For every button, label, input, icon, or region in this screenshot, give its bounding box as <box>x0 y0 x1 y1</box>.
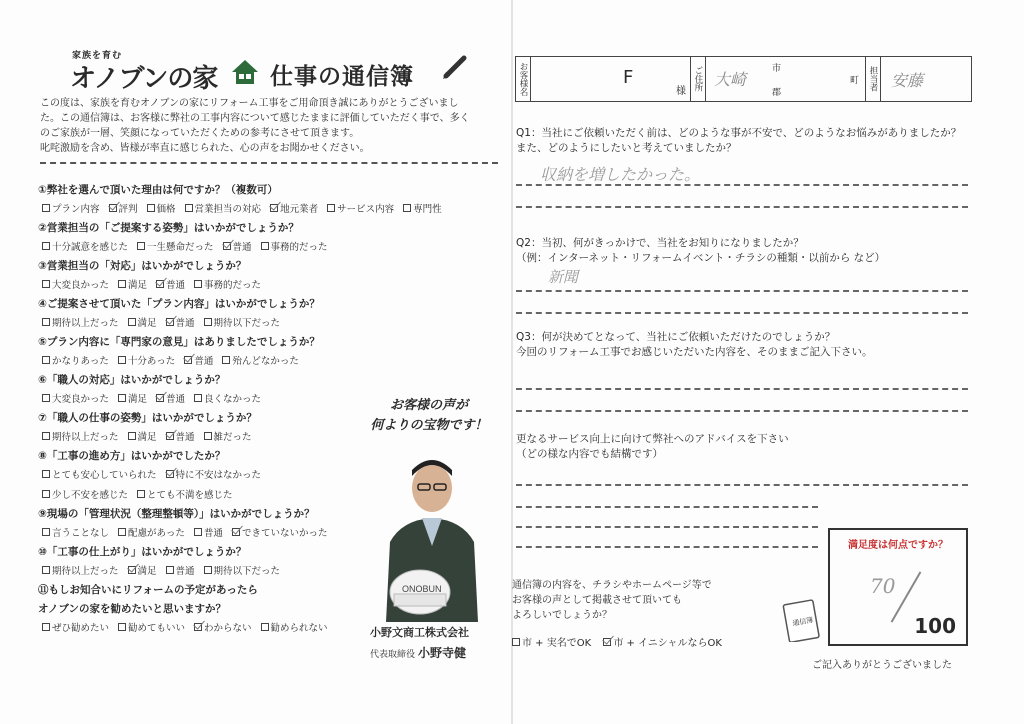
q2-text: Q2：当初、何がきっかけで、当社をお知りになりましたか？ （例：インターネット・リフォームイベント・チラシの種類・以前から など） <box>516 237 886 264</box>
intro-divider <box>40 162 498 177</box>
option-label: 期待以上だった <box>52 432 119 443</box>
checkbox-option[interactable] <box>109 201 138 215</box>
checkbox-option[interactable] <box>42 525 109 539</box>
question-title: ⑧「工事の進め方」はいかがでしたか？ <box>38 450 226 462</box>
option-label: 普通 <box>194 356 214 367</box>
option-row <box>42 201 451 215</box>
checkbox[interactable] <box>137 242 145 250</box>
q1-answer: 収納を増したかった。 <box>540 165 701 184</box>
checkbox-option[interactable] <box>156 391 185 405</box>
option-label: とても不満を感じた <box>147 490 233 501</box>
question-title: ⑥「職人の対応」はいかがでしょうか？ <box>38 374 226 386</box>
advice-text: 更なるサービス向上に向けて弊社へのアドバイスを下さい （どの様な内容でも結構です） <box>516 433 789 460</box>
checkbox-option[interactable] <box>42 620 109 634</box>
checkbox[interactable] <box>156 394 164 402</box>
checkbox-option[interactable] <box>118 353 175 367</box>
option-row <box>42 487 242 501</box>
option-label: 地元業者 <box>280 204 319 215</box>
intro-text: この度は、家族を育むオノブンの家にリフォーム工事をご用命頂き誠にありがとうございまし た。この通信簿は、お客様に弊社の工事内容について感じたままに評価していただく事で、多く のご家族が一層、笑顔になっていただくための参考にさせて頂きます。 叱咤激励を含め、皆様が率直に感じられた、心の声をお聞かせください。 <box>40 96 510 177</box>
checkbox[interactable] <box>128 318 136 326</box>
question-title: ⑦「職人の仕事の姿勢」はいかがでしょうか？ <box>38 412 257 424</box>
checkbox-option[interactable] <box>261 620 328 634</box>
option-label: 十分あった <box>127 356 176 367</box>
answer-line <box>516 526 818 528</box>
question-title: ⑩「工事の仕上がり」はいかがでしょうか？ <box>38 546 247 558</box>
checkbox[interactable] <box>109 204 117 212</box>
option-row <box>42 620 337 634</box>
customer-name-field[interactable]: F 様 <box>531 57 691 101</box>
checkbox-option[interactable] <box>222 353 299 367</box>
question-title: ③営業担当の「対応」はいかがでしょうか？ <box>38 260 247 272</box>
checkbox-option[interactable] <box>166 467 262 481</box>
checkbox[interactable] <box>204 566 212 574</box>
option-label: 専門性 <box>413 204 442 215</box>
checkbox[interactable] <box>232 528 240 536</box>
pencil-icon <box>440 52 470 82</box>
checkbox[interactable] <box>194 394 202 402</box>
option-label: 普通 <box>175 432 195 443</box>
publish-option-initials[interactable]: 市 + イニシャルならOK <box>603 634 722 649</box>
checkbox-option[interactable] <box>128 429 157 443</box>
checkbox[interactable] <box>118 623 126 631</box>
option-label: 期待以上だった <box>52 318 119 329</box>
checkbox-option[interactable] <box>185 201 262 215</box>
checkbox-option[interactable] <box>42 391 109 405</box>
option-label: 期待以下だった <box>213 318 281 329</box>
checkbox[interactable] <box>166 432 174 440</box>
checkbox-option[interactable] <box>223 239 252 253</box>
option-row <box>42 563 289 577</box>
answer-line <box>516 546 818 548</box>
option-label: 普通 <box>175 566 195 577</box>
answer-line <box>516 410 968 412</box>
president-photo <box>372 446 492 622</box>
answer-line <box>516 388 968 390</box>
option-label: 普通 <box>232 242 252 253</box>
option-label: ぜひ勧めたい <box>52 623 110 634</box>
checkbox-option[interactable] <box>118 391 147 405</box>
checkbox-option[interactable] <box>42 353 109 367</box>
logo-brand: オノブンの家 <box>70 64 218 94</box>
customer-label: お客様名 <box>516 57 531 101</box>
option-label: 満足 <box>137 566 157 577</box>
checkbox-option[interactable] <box>42 201 100 215</box>
option-label: 普通 <box>166 280 186 291</box>
option-label: 満足 <box>137 318 157 329</box>
logo-tagline: 家族を育む <box>72 51 123 61</box>
checkbox-option[interactable] <box>204 563 281 577</box>
checkbox[interactable] <box>128 566 136 574</box>
option-row <box>42 525 336 539</box>
option-label: 価格 <box>156 204 176 215</box>
checkbox-option[interactable] <box>166 315 195 329</box>
checkbox-option[interactable] <box>42 563 119 577</box>
satisfaction-score-box[interactable] <box>828 528 968 646</box>
checkbox[interactable] <box>166 318 174 326</box>
answer-line <box>516 184 968 186</box>
option-label: できていないかった <box>241 528 328 539</box>
option-label: 大変良かった <box>52 394 110 405</box>
question-title: ⑨現場の「管理状況（整理整頓等）」はいかがでしょうか？ <box>38 508 315 520</box>
score-handwritten: 70 <box>870 574 896 598</box>
checkbox-option[interactable] <box>232 525 328 539</box>
checkbox-option[interactable] <box>128 563 157 577</box>
option-row <box>42 467 270 481</box>
option-label: 事務的だった <box>270 242 328 253</box>
checkbox-option[interactable] <box>327 201 394 215</box>
checkbox[interactable] <box>194 623 202 631</box>
checkbox[interactable] <box>137 490 145 498</box>
option-row <box>42 391 270 405</box>
option-label: 勧められない <box>270 623 328 634</box>
option-label: 勧めてもいい <box>128 623 186 634</box>
option-label: 満足 <box>128 394 148 405</box>
checkbox[interactable] <box>42 356 50 364</box>
checkbox[interactable] <box>194 280 202 288</box>
option-label: とても安心していられた <box>52 470 157 481</box>
checkbox[interactable] <box>118 280 126 288</box>
checkbox-option[interactable] <box>118 277 147 291</box>
address-label: ご住所 <box>691 57 706 101</box>
checkbox-option[interactable] <box>261 239 328 253</box>
q3-text: Q3：何が決めてとなって、当社にご依頼いただけたのでしょうか？ 今回のリフォーム工事でお感じいただいた内容を、そのままご記入下さい。 <box>516 331 873 358</box>
checkbox[interactable] <box>42 242 50 250</box>
checkbox[interactable] <box>42 490 50 498</box>
q2-answer: 新聞 <box>548 268 579 286</box>
checkbox[interactable] <box>184 356 192 364</box>
checkbox[interactable] <box>156 280 164 288</box>
option-row <box>42 277 270 291</box>
checkbox-option[interactable] <box>128 315 157 329</box>
speech-bubble: お客様の声が 何よりの宝物です！ <box>370 398 488 433</box>
option-label: 期待以下だった <box>213 566 281 577</box>
answer-line <box>516 484 968 486</box>
checkbox[interactable] <box>128 432 136 440</box>
checkbox-option[interactable] <box>118 525 185 539</box>
score-question: 満足度は何点ですか？ <box>848 540 948 551</box>
option-label: 配慮があった <box>128 528 185 539</box>
logo-title: 仕事の通信簿 <box>270 64 414 90</box>
checkbox-option[interactable] <box>194 620 252 634</box>
option-label: 殆んどなかった <box>232 356 299 367</box>
publish-option-real-name[interactable]: 市 + 実名でOK <box>512 634 591 649</box>
option-label: わからない <box>204 623 252 634</box>
checkbox-option[interactable] <box>42 487 128 501</box>
publish-options <box>512 634 731 649</box>
checkbox[interactable] <box>42 623 50 631</box>
option-label: サービス内容 <box>337 204 395 215</box>
checkbox[interactable] <box>166 470 174 478</box>
option-label: 営業担当の対応 <box>194 204 262 215</box>
question-title: ①弊社を選んで頂いた理由は何ですか？（複数可） <box>38 184 278 196</box>
checkbox[interactable] <box>42 204 50 212</box>
option-label: 満足 <box>137 432 157 443</box>
address-field[interactable]: 大崎 市 郡 町 <box>706 57 866 101</box>
svg-text:通信簿: 通信簿 <box>791 616 814 628</box>
checkbox[interactable] <box>118 356 126 364</box>
checkbox[interactable] <box>194 528 202 536</box>
answer-line <box>516 290 968 292</box>
checkbox[interactable] <box>222 356 230 364</box>
option-label: 期待以上だった <box>52 566 119 577</box>
option-label: かなりあった <box>52 356 109 367</box>
house-icon <box>230 58 260 86</box>
answer-line <box>516 206 968 208</box>
option-label: プラン内容 <box>52 204 100 215</box>
option-row <box>42 429 261 443</box>
checkbox-option[interactable] <box>166 563 195 577</box>
representative: 代表取締役 小野寺健 <box>370 646 467 660</box>
checkbox-option[interactable] <box>42 239 128 253</box>
score-max: 100 <box>914 614 956 638</box>
company-name: 小野文商工株式会社 <box>370 626 469 639</box>
option-label: 一生懸命だった <box>147 242 214 253</box>
checkbox-option[interactable] <box>184 353 213 367</box>
answer-line <box>516 506 818 508</box>
question-title: ⑤プラン内容に「専門家の意見」はありましたでしょうか？ <box>38 336 320 348</box>
checkbox[interactable] <box>204 318 212 326</box>
checkbox-option[interactable] <box>137 239 214 253</box>
option-label: 普通 <box>175 318 195 329</box>
checkbox[interactable] <box>118 394 126 402</box>
staff-field[interactable]: 安藤 <box>891 70 924 90</box>
option-row <box>42 315 289 329</box>
checkbox[interactable] <box>118 528 126 536</box>
option-label: 普通 <box>203 528 223 539</box>
checkbox[interactable] <box>223 242 231 250</box>
checkbox-option[interactable] <box>118 620 185 634</box>
checkbox[interactable] <box>166 566 174 574</box>
checkbox-option[interactable] <box>42 315 119 329</box>
checkbox-option[interactable] <box>204 315 281 329</box>
checkbox-option[interactable] <box>156 277 185 291</box>
option-label: 十分誠意を感じた <box>52 242 129 253</box>
staff-label: 担当者 <box>866 57 881 101</box>
checkbox[interactable] <box>42 280 50 288</box>
checkbox[interactable] <box>204 432 212 440</box>
thanks-text: ご記入ありがとうございました <box>812 660 952 671</box>
option-label: 事務的だった <box>204 280 262 291</box>
publish-consent-text: 通信簿の内容を、チラシやホームページ等で お客様の声として掲載させて頂いても よろしいでしょうか？ <box>512 580 712 621</box>
helmet-logo-text: ONOBUN <box>402 584 442 594</box>
checkbox-option[interactable] <box>270 201 318 215</box>
checkbox-option[interactable] <box>403 201 442 215</box>
option-label: 言うことなし <box>52 528 110 539</box>
checkbox-option[interactable] <box>194 525 223 539</box>
option-label: 良くなかった <box>204 394 262 405</box>
q1-text: Q1：当社にご依頼いただく前は、どのような事が不安で、どのようなお悩みがありましたか？ また、どのようにしたいと考えていましたか？ <box>516 127 962 154</box>
checkbox[interactable] <box>42 394 50 402</box>
checkbox[interactable] <box>42 470 50 478</box>
question-title: ④ご提案させて頂いた「プラン内容」はいかがでしょうか？ <box>38 298 320 310</box>
checkbox[interactable] <box>42 318 50 326</box>
option-label: 評判 <box>118 204 138 215</box>
option-row <box>42 239 337 253</box>
option-label: 特に不安はなかった <box>175 470 262 481</box>
checkbox[interactable] <box>261 623 269 631</box>
option-row <box>42 353 308 367</box>
checkbox[interactable] <box>261 242 269 250</box>
option-label: 雑だった <box>213 432 252 443</box>
checkbox-option[interactable] <box>42 277 109 291</box>
checkbox-option[interactable] <box>42 467 157 481</box>
option-label: 大変良かった <box>52 280 110 291</box>
booklet-icon <box>782 598 822 642</box>
checkbox-option[interactable] <box>194 391 261 405</box>
answer-line <box>516 312 968 314</box>
question-title: ②営業担当の「ご提案する姿勢」はいかがでしょうか？ <box>38 222 299 234</box>
customer-header <box>515 56 972 102</box>
checkbox-option[interactable] <box>42 429 119 443</box>
checkbox-option[interactable] <box>166 429 195 443</box>
option-label: 普通 <box>166 394 186 405</box>
checkbox-option[interactable] <box>147 201 176 215</box>
checkbox[interactable] <box>403 204 411 212</box>
option-label: 満足 <box>128 280 148 291</box>
checkbox-option[interactable] <box>137 487 233 501</box>
checkbox[interactable] <box>42 528 50 536</box>
option-label: 少し不安を感じた <box>52 490 129 501</box>
checkbox[interactable] <box>327 204 335 212</box>
checkbox-option[interactable] <box>204 429 252 443</box>
checkbox[interactable] <box>42 432 50 440</box>
question-title: オノブンの家を勧めたいと思いますか？ <box>38 603 226 615</box>
checkbox[interactable] <box>270 204 278 212</box>
checkbox[interactable] <box>42 566 50 574</box>
checkbox-option[interactable] <box>194 277 261 291</box>
checkbox[interactable] <box>185 204 193 212</box>
checkbox[interactable] <box>147 204 155 212</box>
question-title: ⑪もしお知合いにリフォームの予定があったら <box>38 584 258 596</box>
